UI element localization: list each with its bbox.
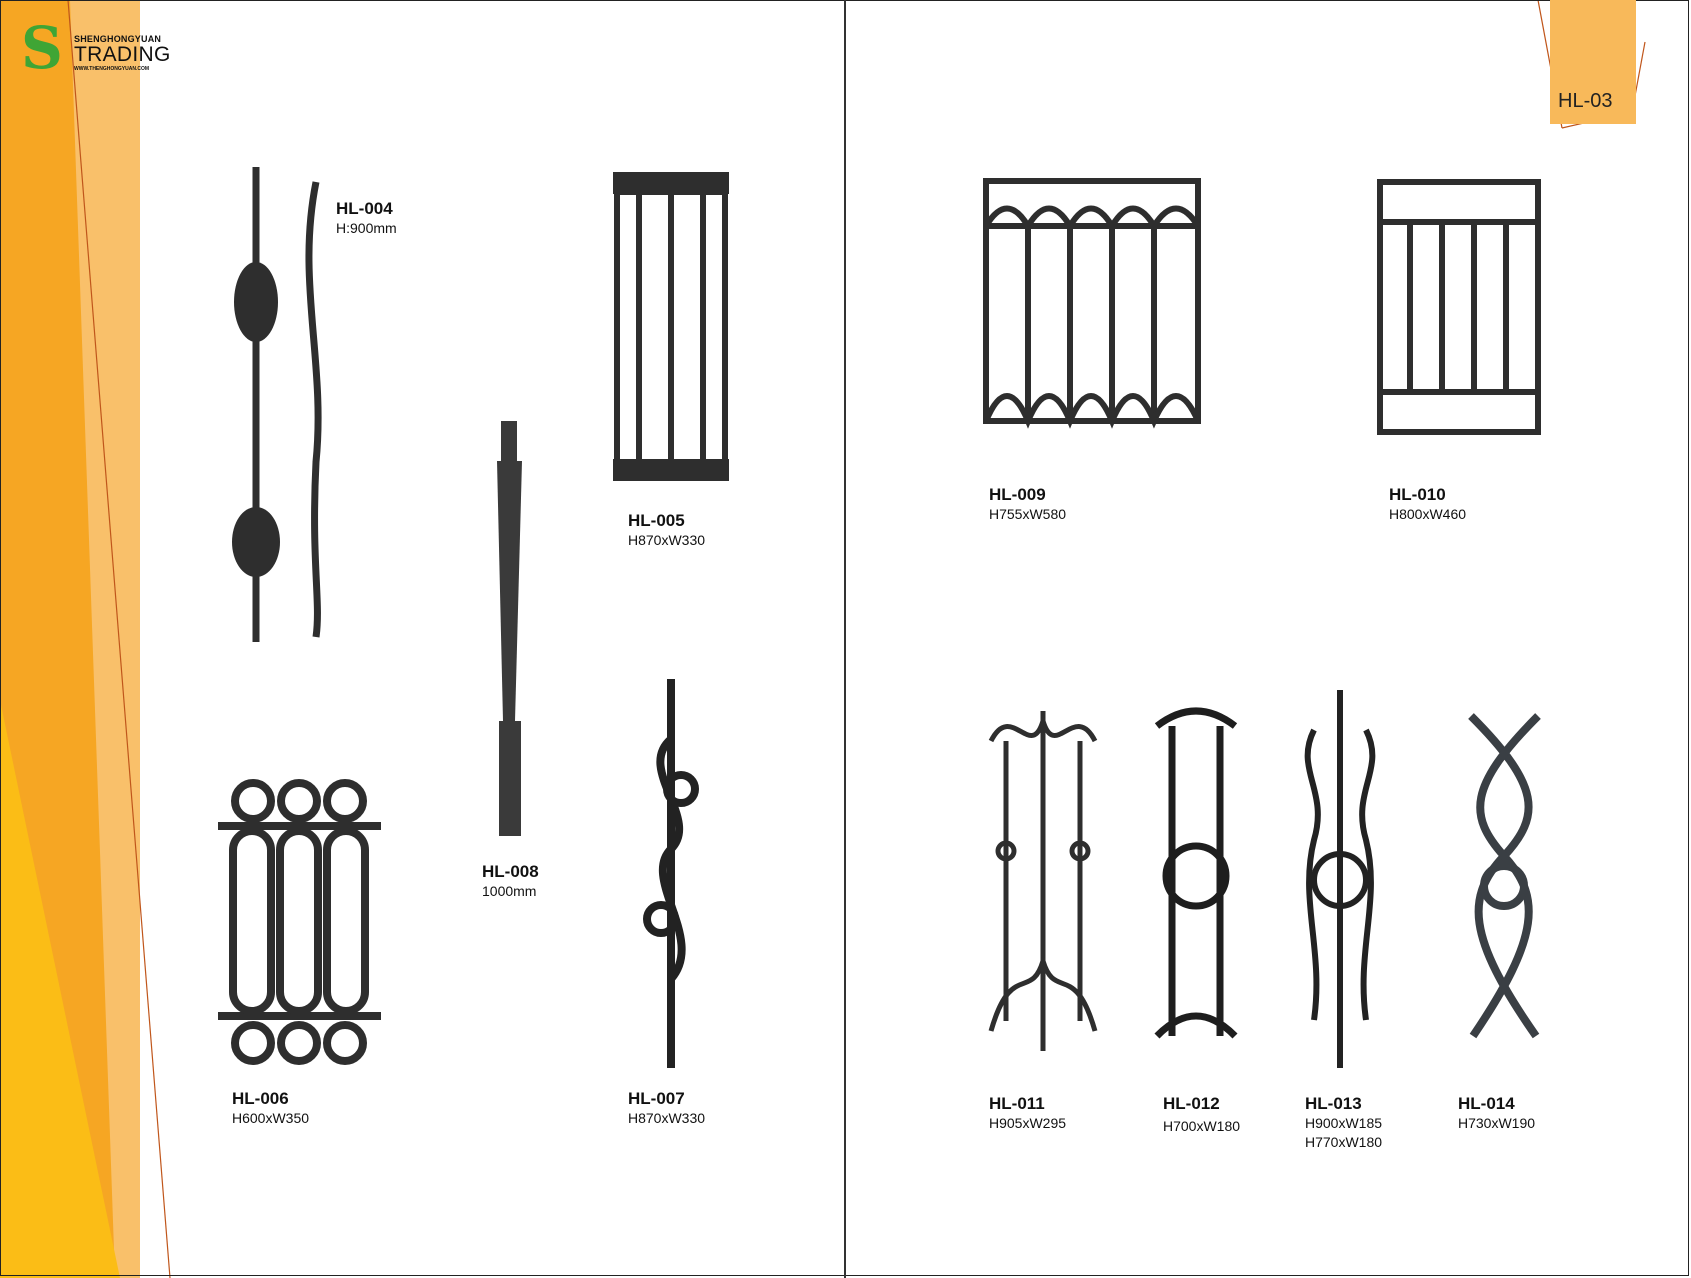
product-dimensions: H900xW185 [1305,1115,1383,1131]
product-image-hl-005 [609,167,733,485]
product-label-hl-012 [1163,1094,1240,1136]
product-image-hl-007 [631,679,712,1068]
product-dimensions: H755xW580 [989,506,1067,522]
brand-name: TRADING [74,43,171,66]
product-image-hl-011 [981,701,1105,1057]
page-spread-divider [844,0,846,1278]
product-label-hl-010 [1389,485,1466,524]
product-dimensions: H870xW330 [628,1110,706,1126]
page-badge-text: HL-03 [1558,90,1613,112]
product-code: HL-011 [989,1094,1045,1113]
product-image-hl-004 [216,162,334,647]
product-image-hl-009 [976,151,1208,442]
product-label-hl-005 [628,511,705,550]
product-code: HL-009 [989,485,1046,504]
product-label-hl-007 [628,1089,705,1128]
brand-top-text: SHENGHONGYUAN [74,34,162,44]
page-badge [1550,0,1636,124]
product-dimensions: H800xW460 [1389,506,1467,522]
product-dimensions: 1000mm [482,883,537,899]
product-code: HL-013 [1305,1094,1362,1113]
product-image-hl-012 [1152,706,1240,1051]
product-dimensions: H870xW330 [628,532,706,548]
product-code: HL-004 [336,199,393,218]
product-label-hl-011 [989,1094,1066,1133]
product-dimensions: H905xW295 [989,1115,1067,1131]
brand-url: WWW.THENGHONGYUAN.COM [74,66,149,72]
product-image-hl-010 [1370,162,1548,453]
product-label-hl-013 [1305,1094,1382,1152]
product-dimensions: H600xW350 [232,1110,310,1126]
product-code: HL-010 [1389,485,1446,504]
product-label-hl-014 [1458,1094,1535,1133]
product-label-hl-006 [232,1089,309,1128]
product-code: HL-014 [1458,1094,1515,1113]
product-label-hl-008 [482,862,539,901]
product-code: HL-012 [1163,1094,1220,1113]
product-dimensions-alt: H770xW180 [1305,1134,1383,1150]
product-image-hl-014 [1451,696,1558,1057]
product-code: HL-006 [232,1089,289,1108]
product-dimensions: H700xW180 [1163,1118,1241,1134]
product-code: HL-005 [628,511,685,530]
product-label-hl-004 [336,199,397,238]
product-image-hl-006 [213,771,386,1073]
product-code: HL-008 [482,862,539,881]
product-dimensions: H:900mm [336,220,397,236]
product-image-hl-008 [485,421,534,836]
product-label-hl-009 [989,485,1066,524]
brand-logo [18,14,188,82]
product-image-hl-013 [1289,690,1391,1068]
product-dimensions: H730xW190 [1458,1115,1536,1131]
product-code: HL-007 [628,1089,685,1108]
logo-s-mark: S [21,14,63,82]
